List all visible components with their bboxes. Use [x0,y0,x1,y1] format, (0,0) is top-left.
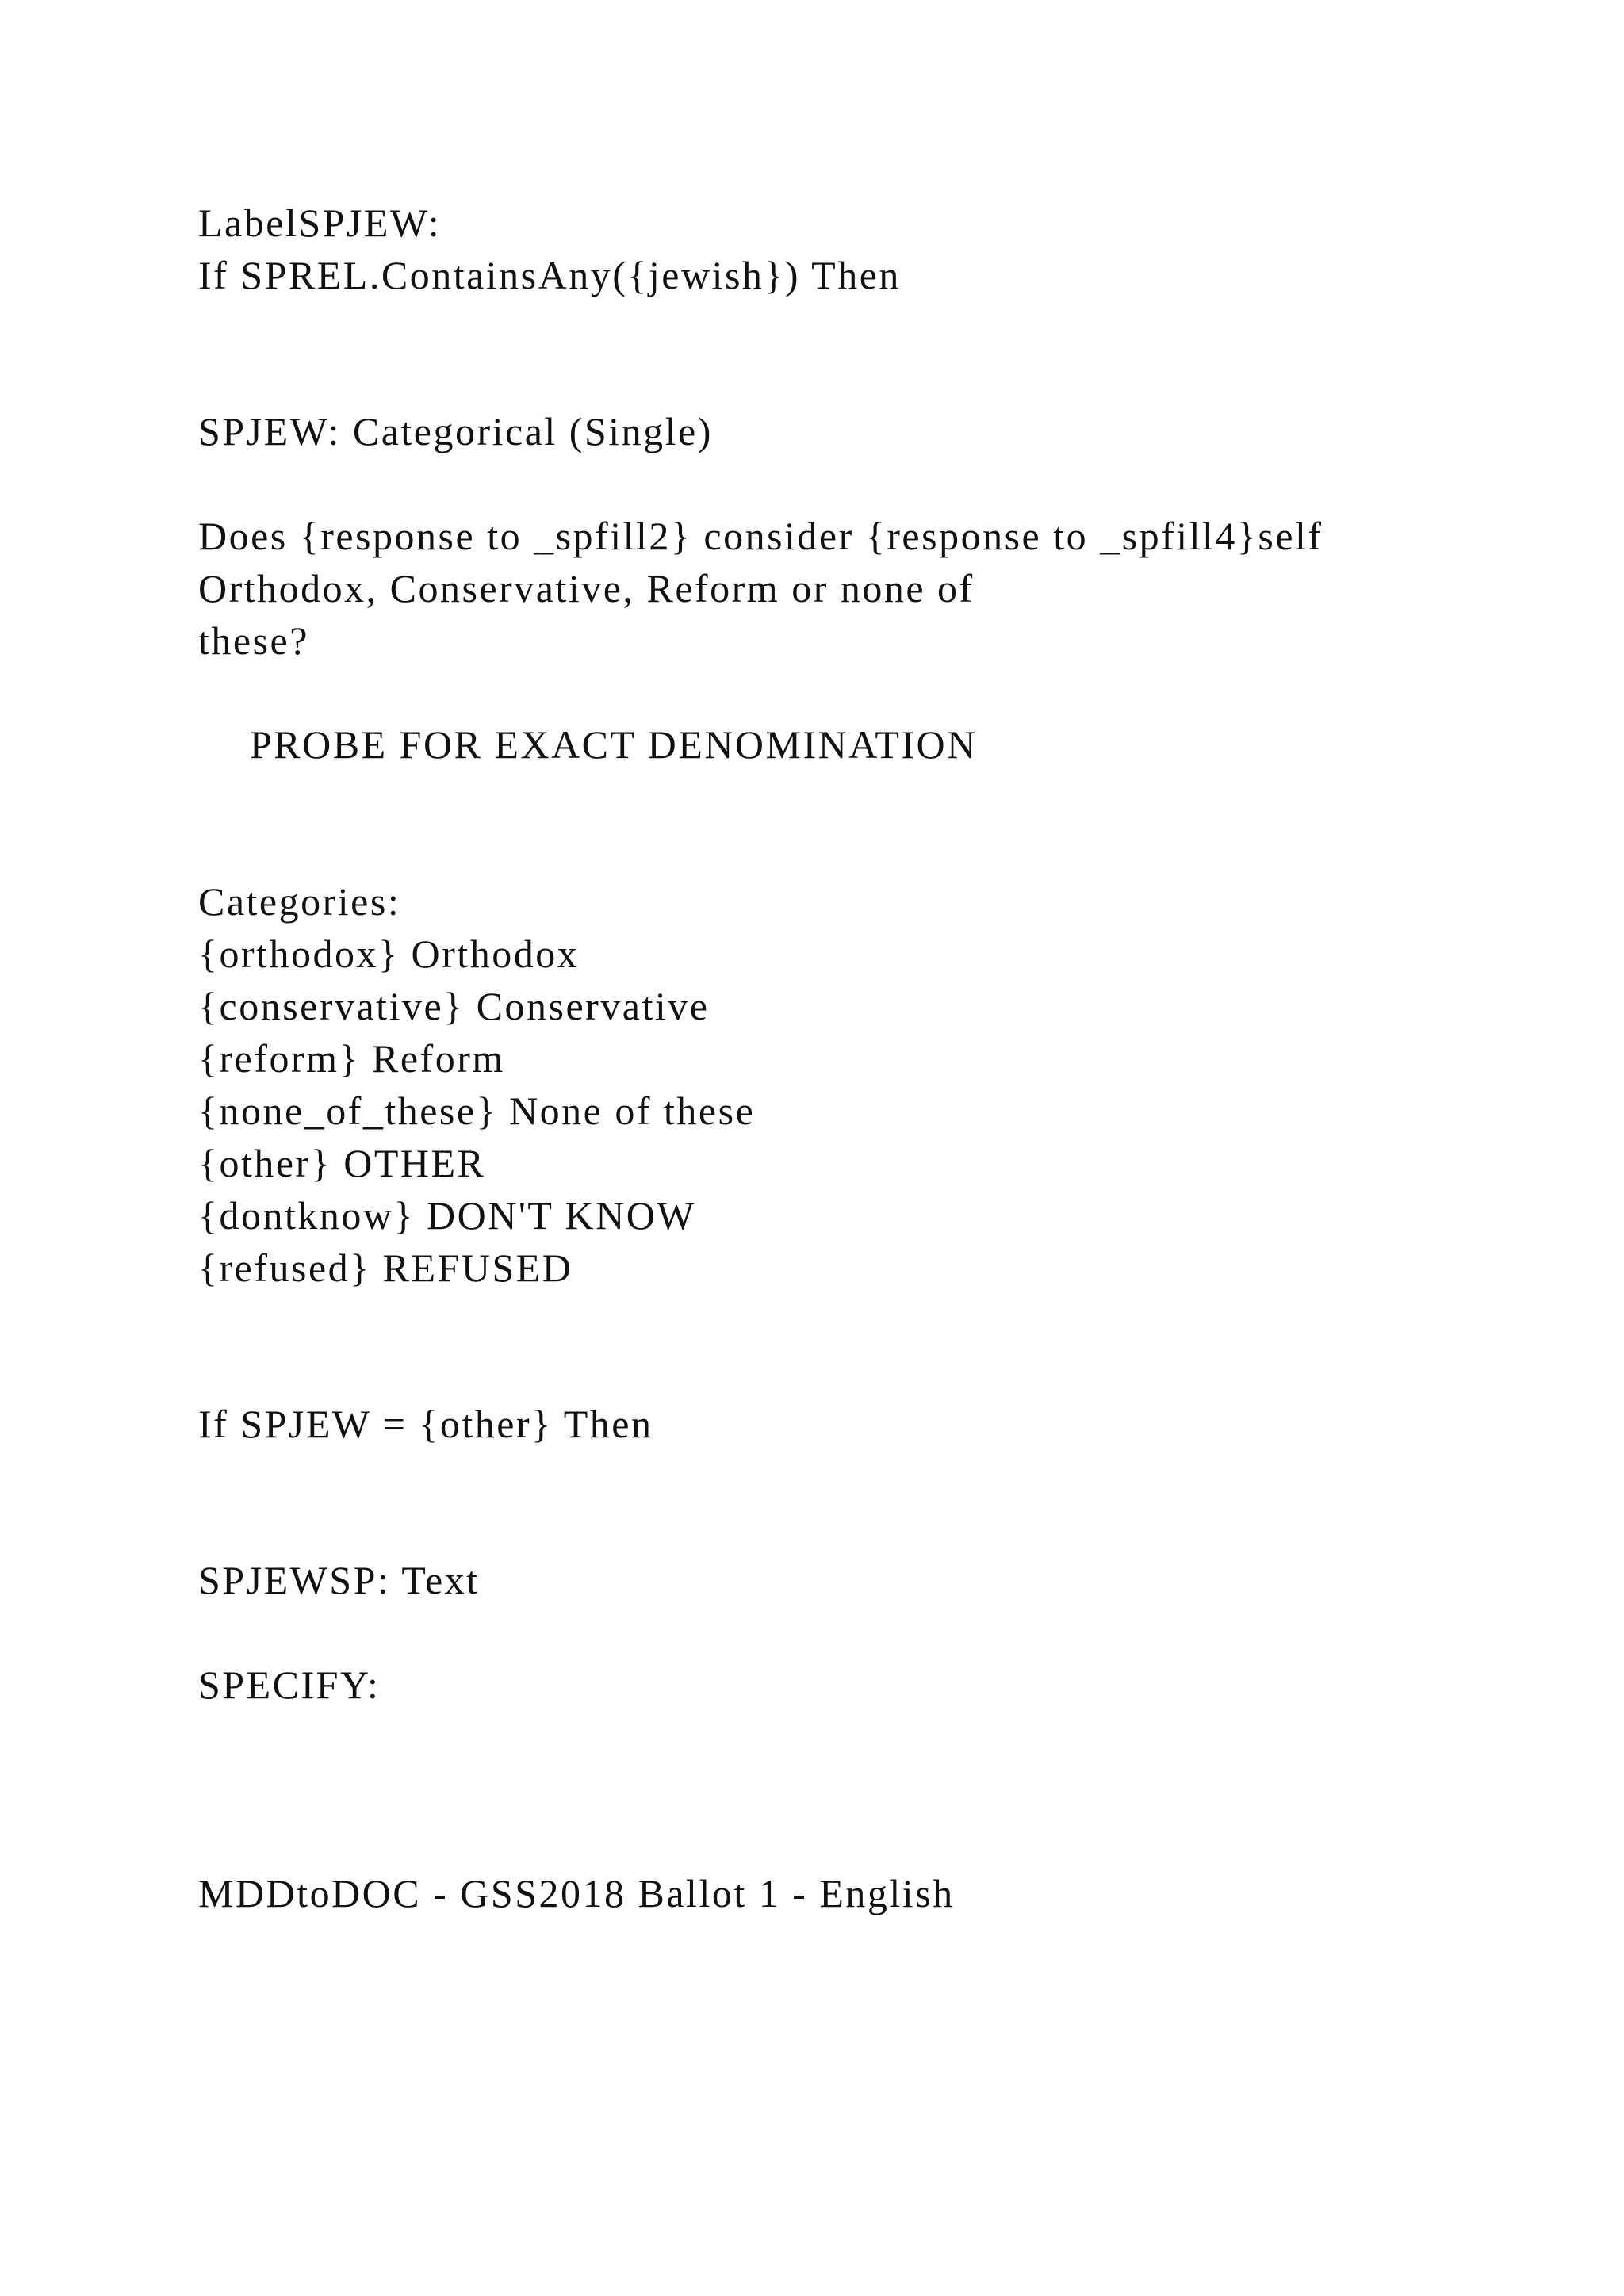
category-item: {conservative} Conservative [198,984,710,1028]
question-text-line-2: Orthodox, Conservative, Reform or none of [198,566,975,610]
instruction-line: PROBE FOR EXACT DENOMINATION [250,722,978,767]
document-footer: MDDtoDOC - GSS2018 Ballot 1 - English [198,1871,955,1915]
category-item: {orthodox} Orthodox [198,932,580,976]
question-header: SPJEW: Categorical (Single) [198,409,713,453]
category-item: {dontknow} DON'T KNOW [198,1193,696,1238]
category-item: {none_of_these} None of these [198,1089,756,1133]
question-text-line-1: Does {response to _spfill2} consider {response to _spfill4}self [198,514,1323,558]
label-line: LabelSPJEW: [198,201,442,245]
condition-line: If SPREL.ContainsAny({jewish}) Then [198,253,901,297]
category-item: {reform} Reform [198,1036,505,1081]
category-item: {other} OTHER [198,1141,486,1185]
question-text-line-3: these? [198,618,309,663]
followup-header: SPJEWSP: Text [198,1558,480,1602]
categories-label: Categories: [198,879,401,924]
followup-condition: If SPJEW = {other} Then [198,1402,653,1446]
category-item: {refused} REFUSED [198,1246,573,1290]
followup-prompt: SPECIFY: [198,1663,381,1707]
